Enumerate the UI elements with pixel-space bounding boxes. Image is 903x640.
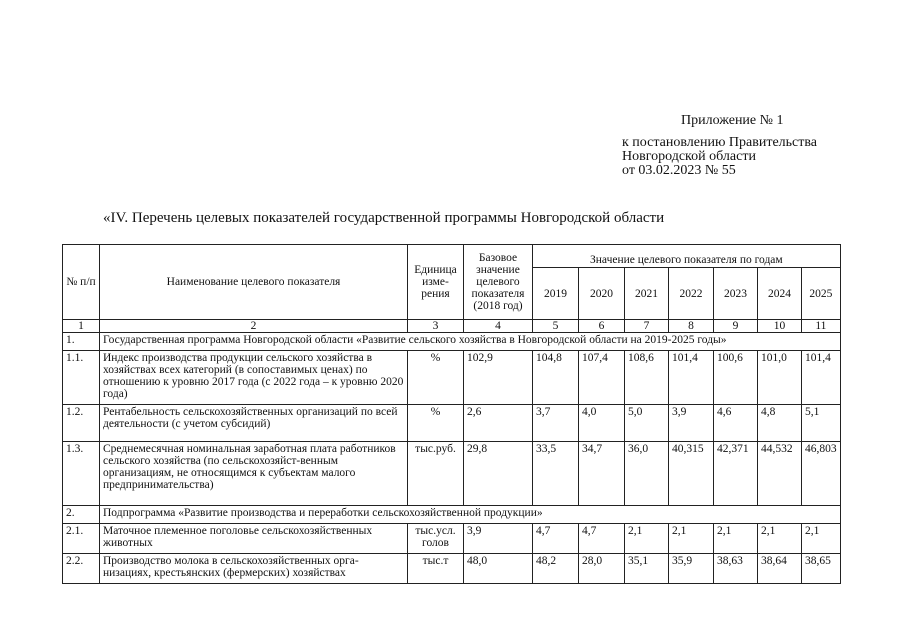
year-value: 4,7 [533,524,579,554]
year-value: 42,371 [714,442,758,506]
year-value: 4,6 [714,405,758,442]
row-number: 1.1. [63,351,100,405]
table-row [63,554,841,584]
header-base: Базовое значение целевого показателя (2018 год) [464,245,533,320]
year-value: 104,8 [533,351,579,405]
decree-line-1: к постановлению Правительства [622,135,818,150]
column-number: 3 [408,320,464,333]
indicator-name: Производство молока в сельскохозяйственных орга-низациях, крестьянских (фермерских) хозяйствах [100,554,408,584]
year-value: 35,1 [625,554,669,584]
year-value: 5,0 [625,405,669,442]
year-value: 48,2 [533,554,579,584]
year-value: 2,1 [669,524,714,554]
row-number: 1.3. [63,442,100,506]
section-row [63,506,841,524]
unit: тыс.усл. голов [408,524,464,554]
unit: тыс.руб. [408,442,464,506]
row-number: 2.1. [63,524,100,554]
year-value: 36,0 [625,442,669,506]
table-body [63,333,841,584]
year-value: 34,7 [579,442,625,506]
year-value: 33,5 [533,442,579,506]
indicator-name: Рентабельность сельскохозяйственных организаций по всей деятельности (с учетом субсидий) [100,405,408,442]
column-number: 9 [714,320,758,333]
column-number: 5 [533,320,579,333]
row-number: 1.2. [63,405,100,442]
year-value: 46,803 [802,442,841,506]
year-header: 2020 [579,268,625,320]
year-value: 38,63 [714,554,758,584]
year-value: 107,4 [579,351,625,405]
decree-line-3: от 03.02.2023 № 55 [622,163,736,178]
year-value: 5,1 [802,405,841,442]
column-number: 4 [464,320,533,333]
section-title: Подпрограмма «Развитие производства и переработки сельскохозяйственной продукции» [100,506,841,524]
column-number: 6 [579,320,625,333]
year-value: 4,0 [579,405,625,442]
section-row [63,333,841,351]
year-header: 2025 [802,268,841,320]
document-title: «IV. Перечень целевых показателей государственной программы Новгородской области [103,210,665,226]
year-value: 2,1 [714,524,758,554]
row-number: 2.2. [63,554,100,584]
unit: % [408,351,464,405]
appendix-label: Приложение № 1 [681,113,784,128]
year-value: 44,532 [758,442,802,506]
table-row [63,442,841,506]
base-value: 2,6 [464,405,533,442]
decree-line-2: Новгородской области [622,149,756,164]
year-value: 108,6 [625,351,669,405]
row-number: 1. [63,333,100,351]
base-value: 102,9 [464,351,533,405]
base-value: 29,8 [464,442,533,506]
row-number: 2. [63,506,100,524]
year-value: 100,6 [714,351,758,405]
year-header: 2021 [625,268,669,320]
header-years-group: Значение целевого показателя по годам [533,245,841,268]
table-row [63,405,841,442]
column-number: 7 [625,320,669,333]
year-value: 4,8 [758,405,802,442]
header-num: № п/п [63,245,100,320]
year-value: 101,0 [758,351,802,405]
year-value: 101,4 [802,351,841,405]
year-value: 38,65 [802,554,841,584]
unit: % [408,405,464,442]
year-value: 3,7 [533,405,579,442]
indicator-name: Индекс производства продукции сельского хозяйства в хозяйствах всех категорий (в сопоставимых ценах) по отношению к уровню 2017 года (с 2022 года – к уровню 2020 года) [100,351,408,405]
year-value: 28,0 [579,554,625,584]
table-row [63,351,841,405]
year-header: 2023 [714,268,758,320]
year-value: 2,1 [625,524,669,554]
indicator-name: Маточное племенное поголовье сельскохозяйственных животных [100,524,408,554]
year-header: 2022 [669,268,714,320]
base-value: 3,9 [464,524,533,554]
year-value: 3,9 [669,405,714,442]
indicators-table [62,244,841,584]
column-number: 1 [63,320,100,333]
column-numbers-row [63,320,841,333]
section-title: Государственная программа Новгородской области «Развитие сельского хозяйства в Новгородской области на 2019-2025 годы» [100,333,841,351]
column-number: 10 [758,320,802,333]
year-value: 40,315 [669,442,714,506]
year-value: 38,64 [758,554,802,584]
year-value: 4,7 [579,524,625,554]
header-name: Наименование целевого показателя [100,245,408,320]
column-number: 8 [669,320,714,333]
column-number: 11 [802,320,841,333]
indicator-name: Среднемесячная номинальная заработная плата работников сельского хозяйства (по сельскохозяйст-венным организациям, не относящимся к субъектам малого предпринимательства) [100,442,408,506]
table-row [63,524,841,554]
year-header: 2019 [533,268,579,320]
year-value: 2,1 [758,524,802,554]
year-value: 2,1 [802,524,841,554]
year-value: 35,9 [669,554,714,584]
year-value: 101,4 [669,351,714,405]
appendix-header [622,114,817,178]
header-unit: Единица изме-рения [408,245,464,320]
base-value: 48,0 [464,554,533,584]
year-header: 2024 [758,268,802,320]
column-number: 2 [100,320,408,333]
unit: тыс.т [408,554,464,584]
